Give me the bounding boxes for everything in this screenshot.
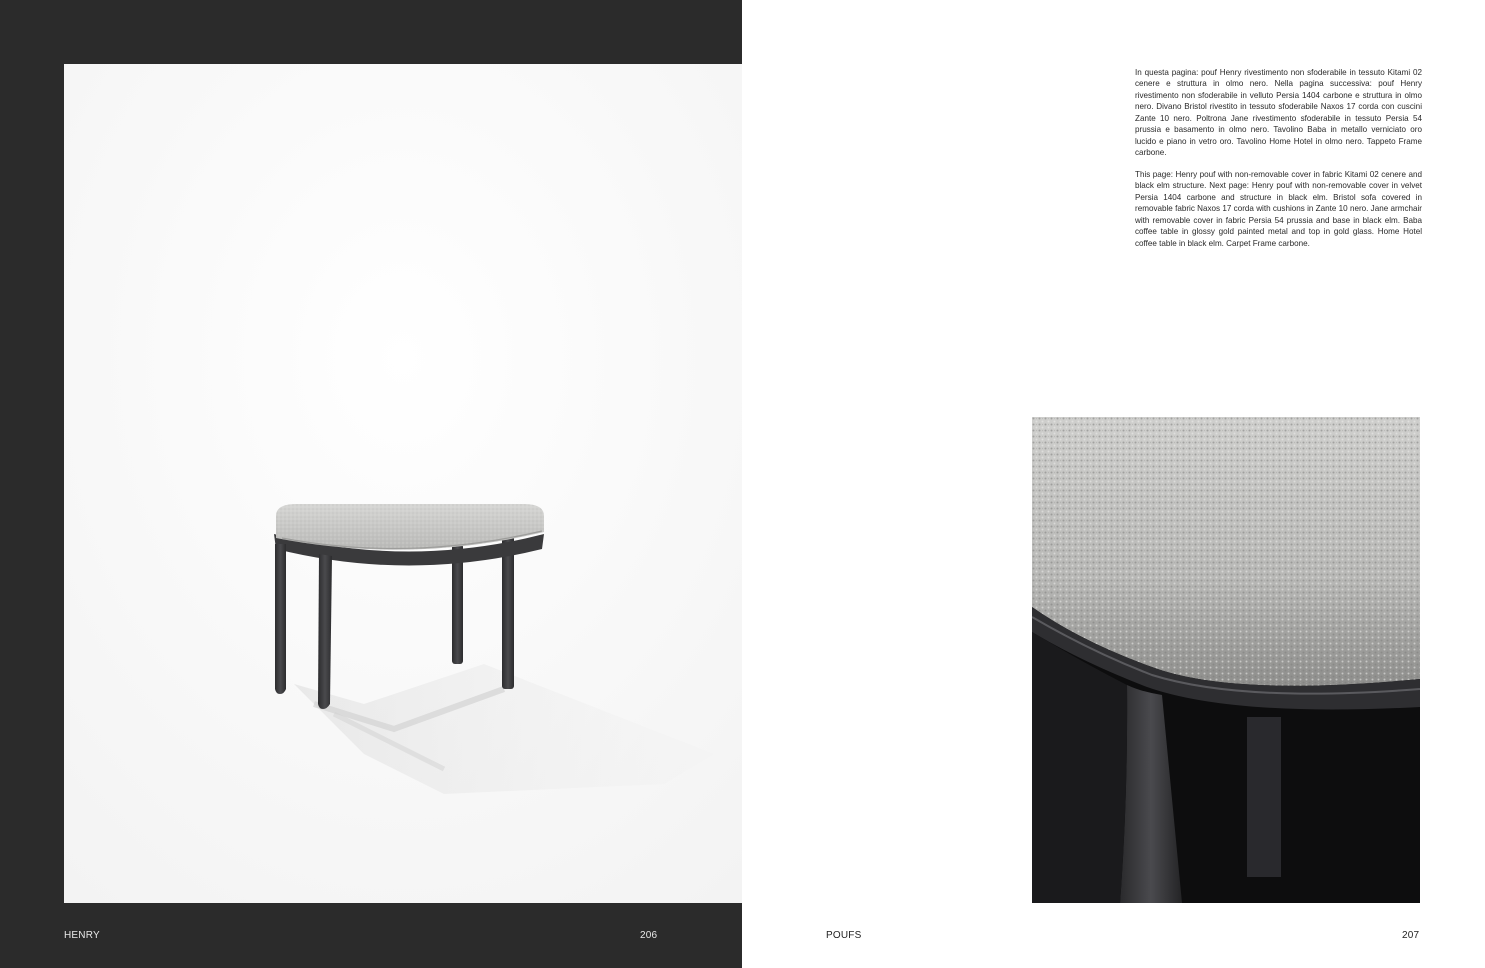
folio-title-right: POUFS: [826, 930, 862, 941]
caption-english: This page: Henry pouf with non-removable cover in fabric Kitami 02 cenere and black elm structure. Next page: Henry pouf with non-removable cover in velvet Persia 1404 carbone and structure in black elm. Bristol sofa covered in removable fabric Naxos 17 corda with cushions in Zante 10 nero. Jane armchair with removable cover in fabric Persia 54 prussia and base in black elm. Baba coffee table in glossy gold painted metal and top in gold glass. Home Hotel coffee table in black elm. Carpet Frame carbone.: [1135, 170, 1422, 248]
page-number-left: 206: [640, 930, 658, 941]
caption-italian: In questa pagina: pouf Henry rivestimento non sfoderabile in tessuto Kitami 02 cenere e struttura in olmo nero. Nella pagina successiva: pouf Henry rivestimento non sfoderabile in velluto Persia 1404 carbone e struttura in olmo nero. Divano Bristol rivestito in tessuto sfoderabile Naxos 17 corda con cuscini Zante 10 nero. Poltrona Jane rivestimento sfoderabile in tessuto Persia 54 prussia e basamento in olmo nero. Tavolino Baba in metallo verniciato oro lucido e piano in vetro oro. Tavolino Home Hotel in olmo nero. Tappeto Frame carbone.: [1135, 68, 1422, 158]
detail-photo: [1032, 417, 1420, 903]
page-number-right: 207: [1402, 930, 1420, 941]
folio-title-left: HENRY: [64, 930, 100, 941]
pouf-henry-icon: [64, 64, 742, 903]
fabric-detail-icon: [1032, 417, 1420, 903]
main-product-photo: [64, 64, 742, 903]
